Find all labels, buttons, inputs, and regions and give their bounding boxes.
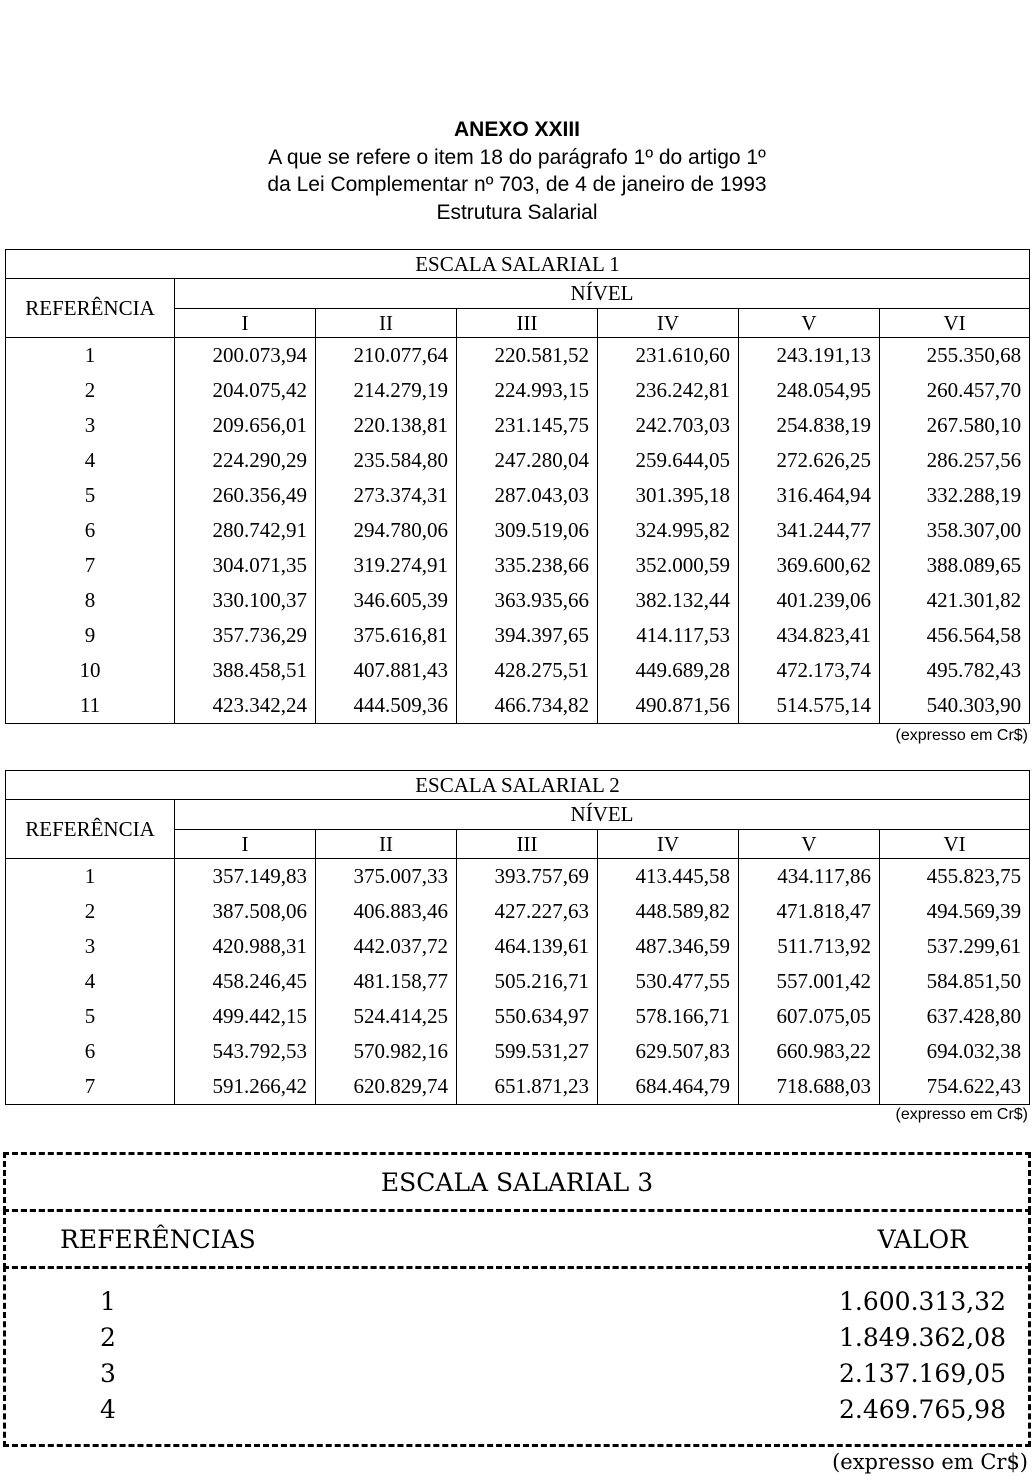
table-row (6, 548, 1030, 583)
salary-value-cell: 309.519,06 (457, 513, 598, 548)
reference-cell: 5 (6, 478, 175, 513)
salary-value-cell: 280.742,91 (175, 513, 316, 548)
reference-cell: 6 (6, 1034, 175, 1069)
salary-value-cell: 224.290,29 (175, 443, 316, 478)
salary-value-cell: 421.301,82 (880, 583, 1030, 618)
scale-2-title: ESCALA SALARIAL 2 (6, 771, 1030, 800)
salary-value-cell: 684.464,79 (598, 1069, 739, 1105)
salary-value-cell: 499.442,15 (175, 999, 316, 1034)
salary-value-cell: 357.736,29 (175, 618, 316, 653)
salary-value-cell: 414.117,53 (598, 618, 739, 653)
salary-value-cell: 458.246,45 (175, 964, 316, 999)
salary-value-cell: 330.100,37 (175, 583, 316, 618)
salary-value-cell: 540.303,90 (880, 688, 1030, 724)
scale-3-unit-note: (expresso em Cr$) (832, 1450, 1028, 1474)
salary-value-cell: 407.881,43 (316, 653, 457, 688)
salary-value-cell: 255.350,68 (880, 338, 1030, 374)
document-header (0, 116, 1034, 226)
salary-value-cell: 514.575,14 (739, 688, 880, 724)
level-header: V (739, 830, 880, 859)
salary-value-cell: 537.299,61 (880, 929, 1030, 964)
salary-value-cell: 466.734,82 (457, 688, 598, 724)
salary-value-cell: 382.132,44 (598, 583, 739, 618)
salary-value-cell: 2.469.765,98 (839, 1395, 1006, 1424)
reference-cell: 4 (100, 1395, 116, 1424)
salary-value-cell: 442.037,72 (316, 929, 457, 964)
salary-value-cell: 578.166,71 (598, 999, 739, 1034)
salary-value-cell: 273.374,31 (316, 478, 457, 513)
salary-value-cell: 570.982,16 (316, 1034, 457, 1069)
salary-value-cell: 204.075,42 (175, 373, 316, 408)
salary-value-cell: 423.342,24 (175, 688, 316, 724)
salary-value-cell: 428.275,51 (457, 653, 598, 688)
salary-value-cell: 286.257,56 (880, 443, 1030, 478)
salary-value-cell: 243.191,13 (739, 338, 880, 374)
reference-cell: 7 (6, 548, 175, 583)
table-row (6, 478, 1030, 513)
salary-value-cell: 224.993,15 (457, 373, 598, 408)
salary-value-cell: 2.137.169,05 (839, 1359, 1006, 1388)
salary-value-cell: 369.600,62 (739, 548, 880, 583)
reference-cell: 11 (6, 688, 175, 724)
salary-value-cell: 394.397,65 (457, 618, 598, 653)
level-header: VI (880, 830, 1030, 859)
salary-value-cell: 471.818,47 (739, 894, 880, 929)
salary-value-cell: 200.073,94 (175, 338, 316, 374)
salary-value-cell: 434.823,41 (739, 618, 880, 653)
annex-reference-line: A que se refere o item 18 do parágrafo 1º do artigo 1º (268, 145, 766, 169)
reference-cell: 10 (6, 653, 175, 688)
reference-cell: 2 (6, 373, 175, 408)
level-header: V (739, 309, 880, 338)
annex-title: ANEXO XXIII (453, 118, 581, 141)
salary-value-cell: 363.935,66 (457, 583, 598, 618)
salary-value-cell: 620.829,74 (316, 1069, 457, 1105)
salary-value-cell: 448.589,82 (598, 894, 739, 929)
table-row (6, 408, 1030, 443)
scale-1-reference-header: REFERÊNCIA (6, 279, 175, 338)
table-row (6, 929, 1030, 964)
table-row (6, 338, 1030, 374)
salary-value-cell: 550.634,97 (457, 999, 598, 1034)
salary-value-cell: 495.782,43 (880, 653, 1030, 688)
salary-value-cell: 718.688,03 (739, 1069, 880, 1105)
salary-value-cell: 505.216,71 (457, 964, 598, 999)
salary-value-cell: 352.000,59 (598, 548, 739, 583)
reference-cell: 1 (6, 859, 175, 895)
scale-2-level-header: NÍVEL (175, 800, 1030, 830)
salary-value-cell: 220.581,52 (457, 338, 598, 374)
salary-value-cell: 393.757,69 (457, 859, 598, 895)
salary-value-cell: 490.871,56 (598, 688, 739, 724)
level-header: IV (598, 309, 739, 338)
salary-value-cell: 247.280,04 (457, 443, 598, 478)
salary-value-cell: 358.307,00 (880, 513, 1030, 548)
salary-value-cell: 524.414,25 (316, 999, 457, 1034)
salary-value-cell: 455.823,75 (880, 859, 1030, 895)
salary-value-cell: 259.644,05 (598, 443, 739, 478)
reference-cell: 5 (6, 999, 175, 1034)
scale-3-column-header (3, 1209, 1031, 1269)
salary-value-cell: 481.158,77 (316, 964, 457, 999)
salary-value-cell: 387.508,06 (175, 894, 316, 929)
salary-value-cell: 231.610,60 (598, 338, 739, 374)
list-item (6, 1287, 1034, 1323)
list-item (6, 1359, 1034, 1395)
reference-cell: 8 (6, 583, 175, 618)
table-row (6, 513, 1030, 548)
salary-value-cell: 584.851,50 (880, 964, 1030, 999)
salary-value-cell: 341.244,77 (739, 513, 880, 548)
salary-value-cell: 388.089,65 (880, 548, 1030, 583)
salary-value-cell: 332.288,19 (880, 478, 1030, 513)
salary-value-cell: 304.071,35 (175, 548, 316, 583)
salary-value-cell: 242.703,03 (598, 408, 739, 443)
salary-value-cell: 209.656,01 (175, 408, 316, 443)
level-header: VI (880, 309, 1030, 338)
level-header: I (175, 309, 316, 338)
salary-value-cell: 260.457,70 (880, 373, 1030, 408)
salary-value-cell: 267.580,10 (880, 408, 1030, 443)
salary-value-cell: 335.238,66 (457, 548, 598, 583)
salary-value-cell: 591.266,42 (175, 1069, 316, 1105)
salary-value-cell: 401.239,06 (739, 583, 880, 618)
table-row (6, 443, 1030, 478)
annex-law-line: da Lei Complementar nº 703, de 4 de janeiro de 1993 (267, 173, 767, 196)
salary-scale-1-table (5, 249, 1030, 724)
table-row (6, 583, 1030, 618)
salary-value-cell: 456.564,58 (880, 618, 1030, 653)
level-header: IV (598, 830, 739, 859)
salary-value-cell: 324.995,82 (598, 513, 739, 548)
salary-value-cell: 236.242,81 (598, 373, 739, 408)
salary-value-cell: 272.626,25 (739, 443, 880, 478)
level-header: II (316, 309, 457, 338)
salary-value-cell: 420.988,31 (175, 929, 316, 964)
table-row (6, 1069, 1030, 1105)
scale-2-unit-note: (expresso em Cr$) (895, 1106, 1028, 1123)
scale-3-title-box (3, 1152, 1031, 1212)
scale-1-title: ESCALA SALARIAL 1 (6, 250, 1030, 279)
level-header: II (316, 830, 457, 859)
reference-cell: 4 (6, 443, 175, 478)
salary-value-cell: 254.838,19 (739, 408, 880, 443)
level-header: III (457, 309, 598, 338)
scale-1-unit-note: (expresso em Cr$) (895, 727, 1028, 744)
table-row (6, 618, 1030, 653)
salary-value-cell: 472.173,74 (739, 653, 880, 688)
reference-cell: 3 (6, 408, 175, 443)
salary-value-cell: 388.458,51 (175, 653, 316, 688)
reference-cell: 3 (6, 929, 175, 964)
table-row (6, 964, 1030, 999)
salary-value-cell: 449.689,28 (598, 653, 739, 688)
scale-3-references-header: REFERÊNCIAS (60, 1225, 256, 1254)
table-row (6, 688, 1030, 724)
annex-subject-line: Estrutura Salarial (436, 200, 598, 224)
table-row (6, 894, 1030, 929)
table-row (6, 653, 1030, 688)
salary-value-cell: 316.464,94 (739, 478, 880, 513)
table-row (6, 1034, 1030, 1069)
salary-value-cell: 319.274,91 (316, 548, 457, 583)
salary-scale-2-table (5, 770, 1030, 1105)
salary-value-cell: 220.138,81 (316, 408, 457, 443)
salary-value-cell: 248.054,95 (739, 373, 880, 408)
salary-value-cell: 294.780,06 (316, 513, 457, 548)
salary-value-cell: 494.569,39 (880, 894, 1030, 929)
salary-value-cell: 557.001,42 (739, 964, 880, 999)
level-header: I (175, 830, 316, 859)
salary-value-cell: 660.983,22 (739, 1034, 880, 1069)
salary-value-cell: 427.227,63 (457, 894, 598, 929)
reference-cell: 7 (6, 1069, 175, 1105)
salary-value-cell: 413.445,58 (598, 859, 739, 895)
salary-value-cell: 287.043,03 (457, 478, 598, 513)
salary-value-cell: 543.792,53 (175, 1034, 316, 1069)
salary-value-cell: 375.007,33 (316, 859, 457, 895)
salary-value-cell: 301.395,18 (598, 478, 739, 513)
reference-cell: 3 (100, 1359, 116, 1388)
table-row (6, 373, 1030, 408)
salary-value-cell: 651.871,23 (457, 1069, 598, 1105)
salary-value-cell: 607.075,05 (739, 999, 880, 1034)
table-row (6, 859, 1030, 895)
reference-cell: 2 (6, 894, 175, 929)
salary-value-cell: 599.531,27 (457, 1034, 598, 1069)
salary-value-cell: 694.032,38 (880, 1034, 1030, 1069)
scale-3-body (3, 1266, 1031, 1447)
salary-value-cell: 487.346,59 (598, 929, 739, 964)
salary-value-cell: 629.507,83 (598, 1034, 739, 1069)
salary-value-cell: 1.849.362,08 (839, 1323, 1006, 1352)
salary-value-cell: 235.584,80 (316, 443, 457, 478)
salary-value-cell: 357.149,83 (175, 859, 316, 895)
reference-cell: 6 (6, 513, 175, 548)
salary-value-cell: 637.428,80 (880, 999, 1030, 1034)
table-row (6, 999, 1030, 1034)
salary-value-cell: 260.356,49 (175, 478, 316, 513)
reference-cell: 1 (100, 1287, 116, 1316)
salary-value-cell: 210.077,64 (316, 338, 457, 374)
salary-value-cell: 214.279,19 (316, 373, 457, 408)
salary-value-cell: 754.622,43 (880, 1069, 1030, 1105)
salary-value-cell: 1.600.313,32 (839, 1287, 1006, 1316)
salary-scale-3-box (3, 1152, 1031, 1447)
list-item (6, 1395, 1034, 1431)
level-header: III (457, 830, 598, 859)
salary-value-cell: 444.509,36 (316, 688, 457, 724)
scale-3-title: ESCALA SALARIAL 3 (380, 1168, 654, 1197)
salary-value-cell: 346.605,39 (316, 583, 457, 618)
salary-value-cell: 511.713,92 (739, 929, 880, 964)
scale-3-value-header: VALOR (877, 1225, 968, 1254)
salary-value-cell: 464.139,61 (457, 929, 598, 964)
scale-1-body (6, 338, 1030, 724)
salary-value-cell: 375.616,81 (316, 618, 457, 653)
salary-value-cell: 406.883,46 (316, 894, 457, 929)
scale-2-reference-header: REFERÊNCIA (6, 800, 175, 859)
reference-cell: 4 (6, 964, 175, 999)
scale-1-level-header: NÍVEL (175, 279, 1030, 309)
scale-2-body (6, 859, 1030, 1105)
salary-value-cell: 434.117,86 (739, 859, 880, 895)
reference-cell: 9 (6, 618, 175, 653)
reference-cell: 1 (6, 338, 175, 374)
list-item (6, 1323, 1034, 1359)
salary-value-cell: 231.145,75 (457, 408, 598, 443)
reference-cell: 2 (100, 1323, 116, 1352)
salary-value-cell: 530.477,55 (598, 964, 739, 999)
